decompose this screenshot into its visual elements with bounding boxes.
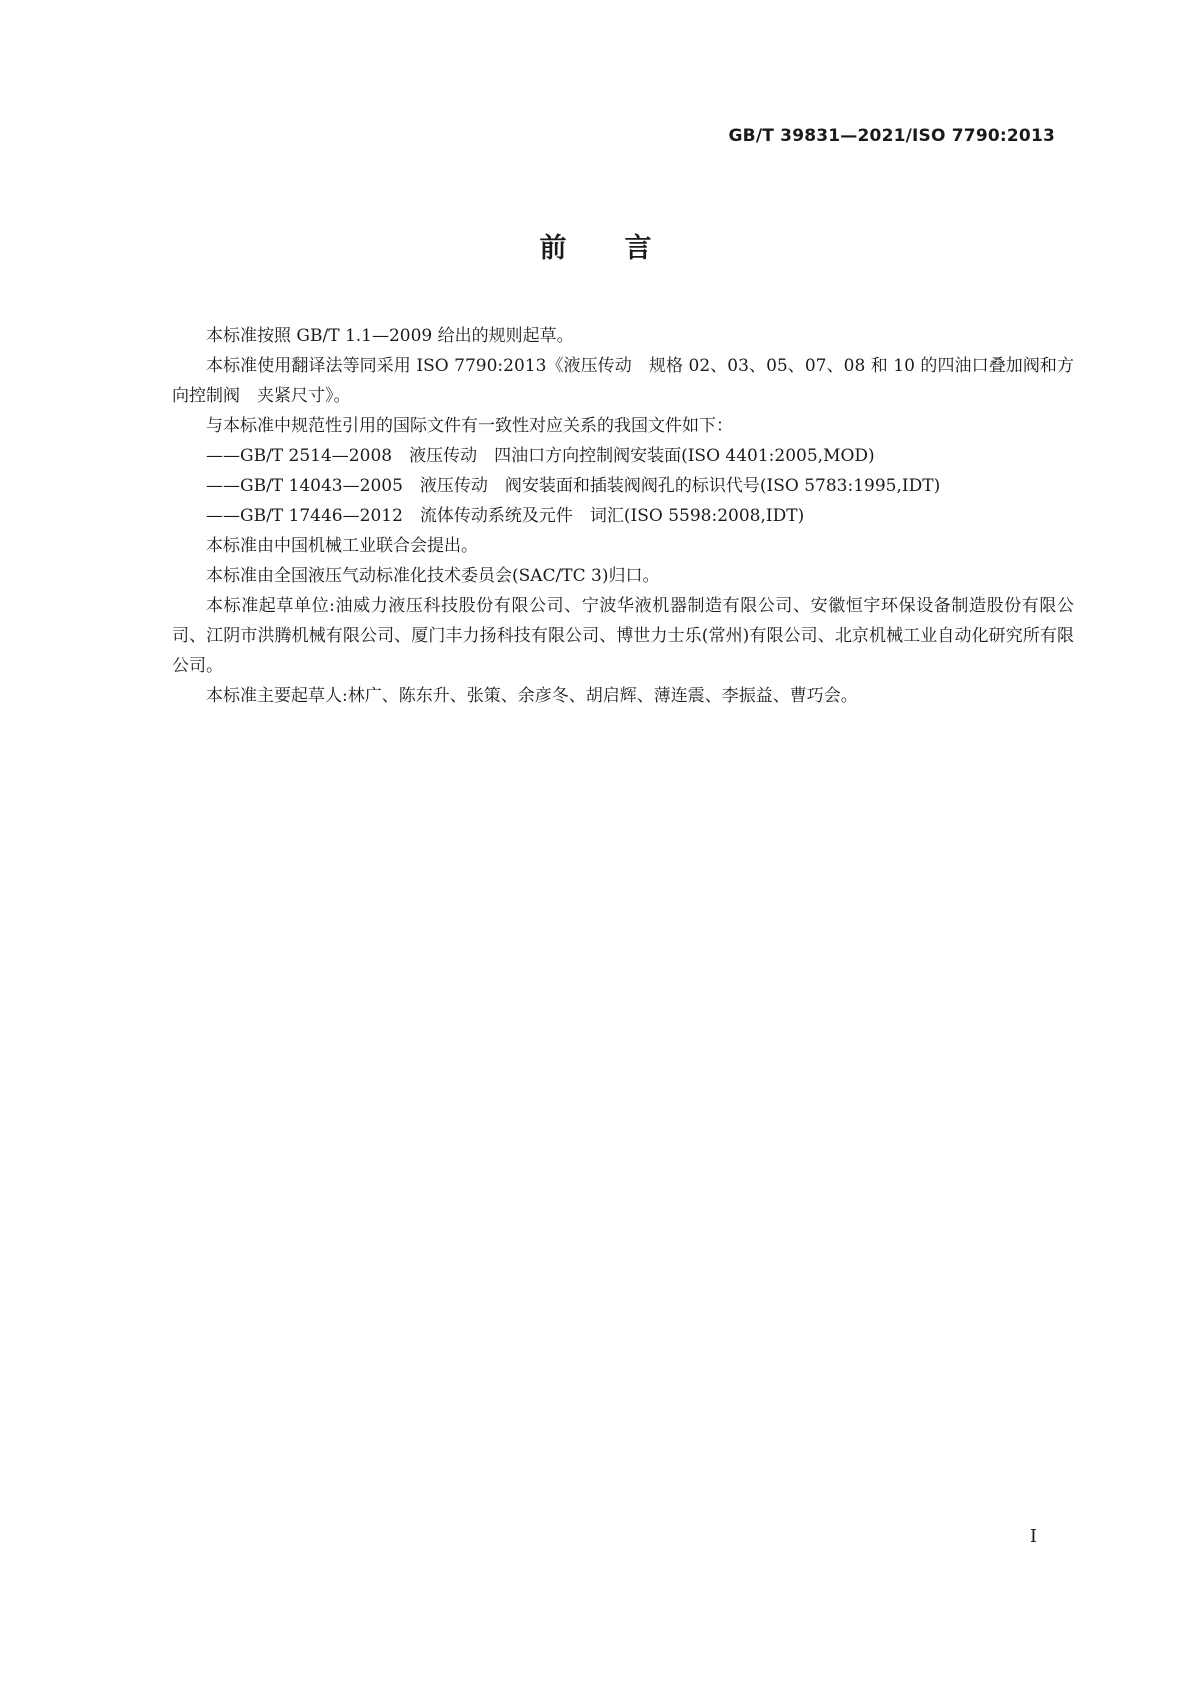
paragraph: 本标准由全国液压气动标准化技术委员会(SAC/TC 3)归口。 [206, 566, 660, 586]
paragraph: 与本标准中规范性引用的国际文件有一致性对应关系的我国文件如下： [206, 416, 733, 436]
paragraph: 本标准主要起草人:林广、陈东升、张策、余彦冬、胡启辉、薄连震、李振益、曹巧会。 [206, 686, 858, 706]
foreword-body [172, 321, 1074, 711]
page-title: 前言 [539, 233, 710, 264]
paragraph: 本标准起草单位:油威力液压科技股份有限公司、宁波华液机器制造有限公司、安徽恒宇环保设备制造股份有限公司、江阴市洪腾机械有限公司、厦门丰力扬科技有限公司、博世力士乐(常州)有限公司、北京机械工业自动化研究所有限公司。 [172, 596, 1074, 676]
reference-item: ——GB/T 17446—2012 流体传动系统及元件 词汇(ISO 5598:2008,IDT) [206, 506, 805, 526]
paragraph: 本标准由中国机械工业联合会提出。 [206, 536, 478, 556]
reference-item: ——GB/T 2514—2008 液压传动 四油口方向控制阀安装面(ISO 4401:2005,MOD) [206, 446, 875, 466]
document-code: GB/T 39831—2021/ISO 7790:2013 [728, 126, 1055, 146]
paragraph: 本标准使用翻译法等同采用 ISO 7790:2013《液压传动 规格 02、03、05、07、08 和 10 的四油口叠加阀和方向控制阀 夹紧尺寸》。 [172, 356, 1074, 406]
page-number: I [1029, 1526, 1037, 1547]
paragraph: 本标准按照 GB/T 1.1—2009 给出的规则起草。 [206, 326, 574, 346]
reference-item: ——GB/T 14043—2005 液压传动 阀安装面和插装阀阀孔的标识代号(ISO 5783:1995,IDT) [206, 476, 941, 496]
